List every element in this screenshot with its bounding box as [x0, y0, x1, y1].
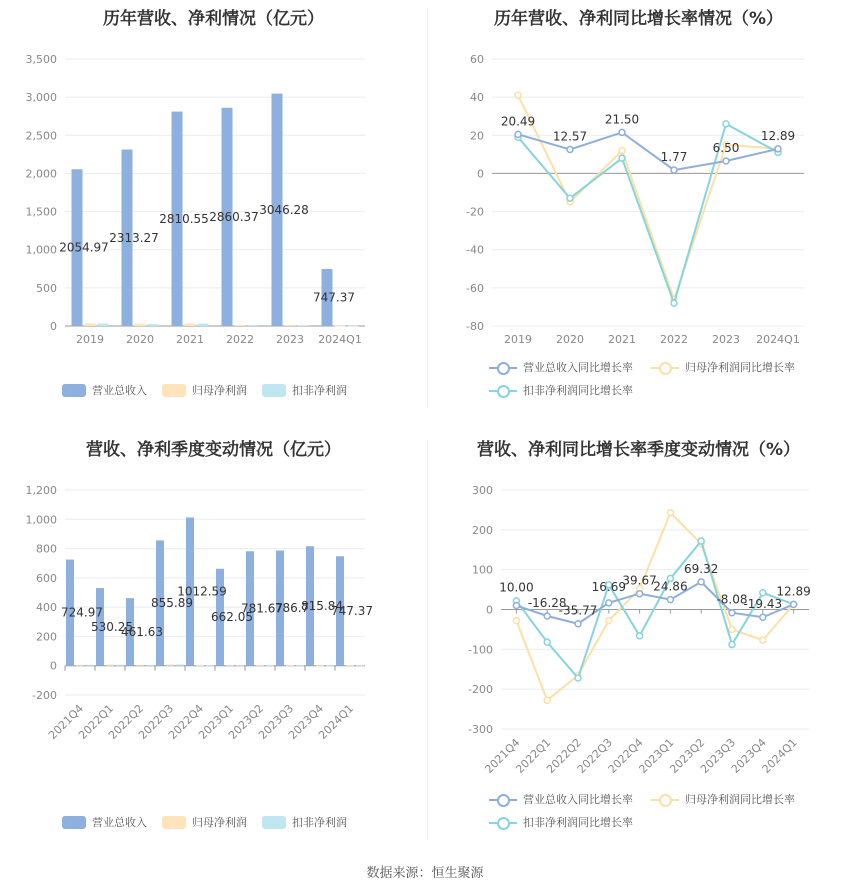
x-tick-label: 2020	[556, 333, 584, 346]
legend-swatch-revenue	[62, 816, 86, 829]
data-label: 3046.28	[259, 202, 309, 217]
data-source-note: 数据来源：恒生聚源	[366, 866, 484, 881]
data-label: -35.77	[558, 603, 598, 618]
x-tick-label: 2022Q4	[605, 735, 646, 776]
legend-label-deducted-growth: 扣非净利润同比增长率	[523, 384, 633, 397]
legend-label-deducted: 扣非净利润	[292, 816, 347, 829]
data-label: 855.89	[151, 596, 193, 611]
legend-swatch-deducted	[262, 816, 286, 829]
bar	[235, 325, 246, 326]
bar	[116, 665, 124, 666]
legend-item-netprofit-growth[interactable]	[651, 791, 795, 807]
series-point	[671, 167, 677, 173]
x-tick-label: 2021Q4	[46, 701, 87, 742]
x-tick-label: 2022Q1	[76, 701, 117, 742]
series-point	[775, 146, 781, 152]
data-label: 69.32	[684, 561, 719, 576]
data-label: 2054.97	[59, 240, 109, 255]
x-tick-label: 2023Q1	[196, 701, 237, 742]
x-tick-label: 2021Q4	[482, 735, 523, 776]
series-point	[667, 597, 673, 603]
bar	[106, 665, 114, 666]
chart-plot	[0, 0, 427, 420]
data-label: -19.43	[743, 597, 783, 612]
bar	[356, 665, 364, 666]
series-point	[606, 600, 612, 606]
legend-item-netprofit-growth[interactable]	[651, 359, 795, 375]
y-tick-label: 0	[50, 659, 57, 673]
y-tick-label: -20	[466, 205, 484, 219]
data-label: 6.50	[712, 141, 740, 156]
legend-item-revenue-growth[interactable]	[489, 791, 633, 807]
series-point	[760, 590, 766, 596]
bar	[206, 665, 214, 666]
series-point	[544, 697, 550, 703]
chart-legend	[427, 359, 850, 403]
y-tick-label: -200	[468, 683, 493, 697]
bar	[98, 323, 109, 326]
data-label: 2313.27	[109, 230, 159, 245]
legend-label-revenue-growth: 营业总收入同比增长率	[523, 361, 633, 374]
legend-label-netprofit: 归母净利润	[192, 384, 247, 397]
legend-label-revenue-growth: 营业总收入同比增长率	[523, 793, 633, 806]
data-label: 461.63	[121, 624, 163, 639]
legend-label-netprofit-growth: 归母净利润同比增长率	[685, 793, 795, 806]
x-tick-label: 2022	[226, 333, 254, 346]
y-tick-label: 0	[486, 603, 493, 617]
annual-revenue-profit-chart	[0, 0, 427, 420]
chart-legend	[0, 382, 427, 402]
legend-item-netprofit[interactable]	[162, 814, 247, 830]
series-point	[575, 621, 581, 627]
x-tick-label: 2023Q4	[728, 735, 769, 776]
series-point	[619, 148, 625, 154]
legend-item-deducted[interactable]	[262, 382, 347, 398]
series-point	[637, 591, 643, 597]
chart-plot	[427, 430, 850, 850]
bar	[248, 325, 259, 326]
bar	[176, 664, 184, 665]
data-label: 1.77	[660, 150, 688, 165]
series-point	[637, 633, 643, 639]
data-label: 12.89	[776, 584, 811, 599]
y-tick-label: 200	[472, 523, 493, 537]
series-point	[760, 614, 766, 620]
y-tick-label: -40	[466, 243, 484, 257]
bar	[226, 665, 234, 666]
legend-item-revenue-growth[interactable]	[489, 359, 633, 375]
legend-label-revenue: 营业总收入	[92, 816, 147, 829]
x-tick-label: 2024Q1	[756, 333, 800, 346]
series-point	[729, 610, 735, 616]
data-label: -16.28	[527, 595, 567, 610]
x-tick-label: 2020	[126, 333, 154, 346]
data-label: 815.84	[301, 598, 343, 613]
legend-swatch-revenue-growth	[489, 793, 517, 806]
data-label: 24.86	[653, 579, 688, 594]
annual-growth-rate-chart	[427, 0, 850, 420]
data-label: 530.25	[91, 619, 133, 634]
data-label: 747.37	[331, 603, 373, 618]
y-tick-label: 1,500	[25, 205, 57, 219]
data-label: 786.7	[274, 601, 310, 616]
chart-plot	[427, 0, 850, 420]
y-tick-label: 3,500	[25, 53, 57, 66]
series-point	[723, 158, 729, 164]
legend-label-netprofit-growth: 归母净利润同比增长率	[685, 361, 795, 374]
y-tick-label: 300	[472, 484, 493, 497]
bar	[256, 665, 264, 666]
series-point	[791, 601, 797, 607]
legend-swatch-revenue	[62, 384, 86, 397]
series-point	[513, 618, 519, 624]
bar	[346, 665, 354, 666]
x-tick-label: 2022Q3	[136, 701, 177, 742]
series-point	[513, 603, 519, 609]
y-tick-label: -60	[466, 281, 484, 295]
y-tick-label: 60	[470, 53, 484, 66]
data-label: 781.67	[241, 601, 283, 616]
x-tick-label: 2023Q3	[698, 735, 739, 776]
chart-title: 营收、净利季度变动情况（亿元）	[86, 440, 341, 460]
y-tick-label: -100	[468, 643, 493, 657]
bar	[316, 665, 324, 666]
bar	[198, 324, 209, 326]
legend-item-revenue[interactable]	[62, 814, 147, 830]
quarterly-growth-rate-chart	[427, 430, 850, 850]
y-tick-label: 0	[50, 320, 57, 333]
data-label: 10.00	[499, 580, 534, 595]
series-point	[567, 146, 573, 152]
x-tick-label: 2023Q1	[636, 735, 677, 776]
chart-legend	[427, 791, 850, 835]
bar	[148, 324, 159, 326]
series-point	[671, 300, 677, 306]
bar	[286, 665, 294, 666]
x-tick-label: 2023Q2	[667, 735, 708, 776]
series-point	[698, 579, 704, 585]
legend-swatch-netprofit	[162, 384, 186, 397]
legend-item-revenue[interactable]	[62, 382, 147, 398]
series-point	[667, 510, 673, 516]
legend-item-netprofit[interactable]	[162, 382, 247, 398]
data-label: 39.67	[622, 573, 657, 588]
x-tick-label: 2019	[76, 333, 104, 346]
legend-swatch-netprofit-growth	[651, 793, 679, 806]
bar	[296, 665, 304, 666]
chart-plot	[0, 430, 427, 850]
y-tick-label: 40	[470, 91, 484, 105]
data-label: 747.37	[313, 290, 355, 305]
series-point	[729, 642, 735, 648]
legend-swatch-revenue-growth	[489, 361, 517, 374]
legend-item-deducted[interactable]	[262, 814, 347, 830]
chart-title: 营收、净利同比增长率季度变动情况（%）	[476, 440, 801, 460]
bar	[86, 665, 94, 666]
bar	[266, 665, 274, 666]
quarterly-revenue-profit-chart	[0, 430, 427, 850]
legend-item-deducted-growth[interactable]	[489, 814, 633, 830]
series-point	[619, 129, 625, 135]
legend-swatch-deducted-growth	[489, 384, 517, 397]
bar	[236, 665, 244, 666]
y-tick-label: -300	[468, 723, 493, 736]
data-label: 1012.59	[177, 584, 227, 599]
series-point	[515, 92, 521, 98]
series-point	[619, 155, 625, 161]
x-tick-label: 2024Q1	[316, 701, 357, 742]
y-tick-label: 2,500	[25, 129, 57, 143]
y-tick-label: 0	[477, 167, 484, 181]
x-tick-label: 2024Q1	[318, 333, 362, 346]
legend-label-netprofit: 归母净利润	[192, 816, 247, 829]
y-tick-label: 3,000	[25, 91, 57, 105]
x-tick-label: 2021	[608, 333, 636, 346]
data-label: 724.97	[61, 605, 103, 620]
y-tick-label: 500	[36, 281, 57, 295]
series-point	[575, 675, 581, 681]
bar	[85, 323, 96, 326]
x-tick-label: 2023	[712, 333, 740, 346]
data-label: 2860.37	[209, 209, 259, 224]
series-point	[760, 637, 766, 643]
x-tick-label: 2022Q1	[513, 735, 554, 776]
data-label: 12.89	[760, 128, 796, 143]
x-tick-label: 2019	[504, 333, 532, 346]
data-label: 21.50	[604, 112, 640, 127]
y-tick-label: -200	[32, 689, 57, 702]
series-point	[544, 639, 550, 645]
legend-swatch-deducted-growth	[489, 816, 517, 829]
y-tick-label: 800	[36, 542, 57, 556]
x-tick-label: 2023Q2	[226, 701, 267, 742]
x-tick-label: 2022Q3	[574, 735, 615, 776]
data-label: 662.05	[211, 610, 253, 625]
data-label: 20.49	[500, 114, 536, 129]
y-tick-label: 20	[470, 129, 484, 143]
bar	[76, 665, 84, 666]
y-tick-label: -80	[466, 320, 484, 333]
x-tick-label: 2021	[176, 333, 204, 346]
series-point	[567, 195, 573, 201]
x-tick-label: 2022Q2	[106, 701, 147, 742]
data-label: 12.57	[552, 129, 588, 144]
bar	[185, 323, 196, 326]
series-point	[723, 121, 729, 127]
series-point	[729, 626, 735, 632]
legend-swatch-netprofit	[162, 816, 186, 829]
bar	[326, 665, 334, 666]
series-point	[698, 538, 704, 544]
legend-swatch-deducted	[262, 384, 286, 397]
x-tick-label: 2024Q1	[759, 735, 800, 776]
bar	[348, 326, 359, 327]
bar	[335, 326, 346, 327]
bar	[285, 325, 296, 326]
bar	[196, 665, 204, 666]
data-label: 2810.55	[159, 211, 209, 226]
legend-item-deducted-growth[interactable]	[489, 382, 633, 398]
legend-swatch-netprofit-growth	[651, 361, 679, 374]
legend-label-revenue: 营业总收入	[92, 384, 147, 397]
series-point	[606, 618, 612, 624]
y-tick-label: 1,000	[25, 243, 57, 257]
x-tick-label: 2023Q3	[256, 701, 297, 742]
bar	[135, 324, 146, 326]
y-tick-label: 600	[36, 571, 57, 585]
y-tick-label: 200	[36, 630, 57, 644]
series-point	[515, 131, 521, 137]
y-tick-label: 1,200	[25, 484, 57, 497]
data-label: 16.69	[591, 579, 626, 594]
chart-title: 历年营收、净利情况（亿元）	[103, 9, 324, 29]
x-tick-label: 2022	[660, 333, 688, 346]
x-tick-label: 2022Q4	[166, 701, 207, 742]
x-tick-label: 2023Q4	[286, 701, 327, 742]
bar	[136, 665, 144, 666]
x-tick-label: 2022Q2	[544, 735, 585, 776]
x-tick-label: 2023	[276, 333, 304, 346]
data-label: -8.08	[716, 592, 748, 607]
bar	[298, 325, 309, 326]
y-tick-label: 400	[36, 601, 57, 615]
legend-label-deducted: 扣非净利润	[292, 384, 347, 397]
bar	[166, 664, 174, 665]
series-line	[518, 95, 778, 299]
y-tick-label: 1,000	[25, 513, 57, 527]
y-tick-label: 2,000	[25, 167, 57, 181]
chart-legend	[0, 814, 427, 834]
y-tick-label: 100	[472, 563, 493, 577]
chart-title: 历年营收、净利同比增长率情况（%）	[493, 9, 784, 29]
legend-label-deducted-growth: 扣非净利润同比增长率	[523, 816, 633, 829]
bar	[146, 665, 154, 666]
series-point	[544, 613, 550, 619]
